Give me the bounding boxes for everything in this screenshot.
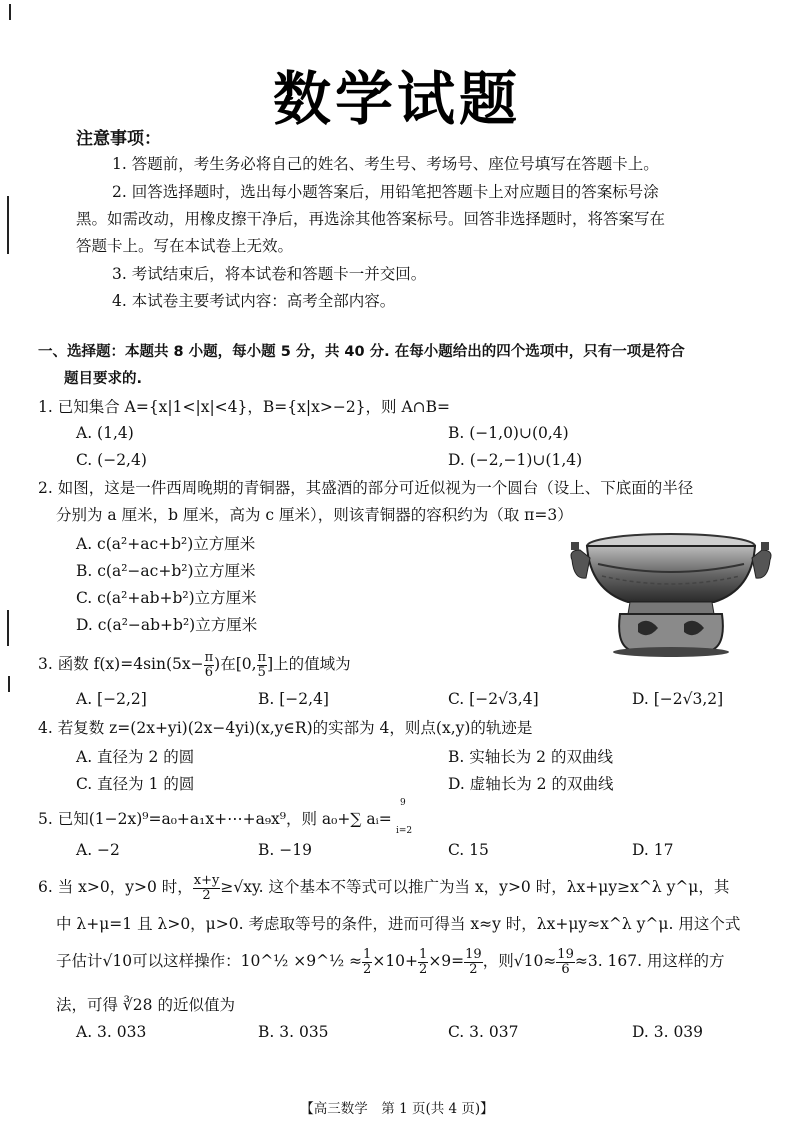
question-4-option-a: A. 直径为 2 的圆: [76, 748, 195, 766]
question-2-stem-2: 分别为 a 厘米，b 厘米，高为 c 厘米），则该青铜器的容积约为（取 π=3）: [56, 506, 573, 524]
fraction-numerator: π: [257, 649, 267, 665]
fraction-numerator: x+y: [193, 872, 220, 888]
section-heading-2: 题目要求的.: [64, 371, 143, 387]
question-6-line-3-d: ，则√10≈: [482, 952, 557, 970]
question-1-option-b: B. (−1,0)∪(0,4): [448, 424, 569, 442]
question-6-option-a: A. 3. 033: [76, 1023, 147, 1041]
question-3-option-c: C. [−2√3,4]: [448, 690, 539, 708]
notice-line-5: 3. 考试结束后，将本试卷和答题卡一并交回。: [112, 265, 427, 283]
sum-upper-limit: 9: [400, 798, 406, 808]
question-3-option-b: B. [−2,4]: [258, 690, 329, 708]
scan-mark-top: [9, 4, 11, 20]
question-6-line-4: 法，可得 ∛28 的近似值为: [56, 996, 235, 1014]
scan-mark-left-2: [7, 610, 9, 646]
section-heading: 一、选择题：本题共 8 小题，每小题 5 分，共 40 分. 在每小题给出的四个选项中，只有一项是符合: [38, 344, 685, 360]
question-3-stem-b: )在[0,: [214, 655, 257, 673]
question-3-option-a: A. [−2,2]: [76, 690, 147, 708]
scan-mark-left-3: [8, 676, 10, 692]
notice-line-4: 答题卡上。写在本试卷上无效。: [76, 237, 294, 255]
fraction-denominator: 6: [561, 961, 570, 977]
fraction-numerator: 19: [465, 946, 482, 962]
question-1-option-d: D. (−2,−1)∪(1,4): [448, 451, 583, 469]
question-6-line-3-b: ×10+: [372, 952, 419, 970]
bronze-vessel-image: [568, 528, 774, 658]
fraction-denominator: 2: [202, 887, 211, 903]
question-6-option-d: D. 3. 039: [632, 1023, 704, 1041]
question-6-option-c: C. 3. 037: [448, 1023, 519, 1041]
notice-heading: 注意事项：: [76, 129, 161, 149]
question-2-option-b: B. c(a²−ac+b²)立方厘米: [76, 562, 256, 580]
fraction-denominator: 5: [257, 664, 266, 680]
fraction-denominator: 2: [469, 961, 478, 977]
sum-lower-limit: i=2: [396, 826, 413, 836]
fraction-one-half-b: [418, 948, 428, 977]
question-5-option-c: C. 15: [448, 841, 489, 859]
question-2-option-a: A. c(a²+ac+b²)立方厘米: [76, 535, 256, 553]
question-5-option-a: A. −2: [76, 841, 120, 859]
question-6-line-2: 中 λ+μ=1 且 λ>0，μ>0. 考虑取等号的条件，进而可得当 x≈y 时，λx+μy≈x^λ y^μ. 用这个式: [56, 915, 741, 933]
fraction-denominator: 6: [204, 664, 214, 680]
question-6-line-3: [56, 946, 725, 977]
fraction-numerator: 1: [363, 946, 372, 962]
fraction-numerator: 19: [557, 946, 574, 962]
question-4-option-b: B. 实轴长为 2 的双曲线: [448, 748, 613, 766]
question-4-stem: 4. 若复数 z=(2x+yi)(2x−4yi)(x,y∈R)的实部为 4，则点(x,y)的轨迹是: [38, 719, 533, 737]
notice-line-6: 4. 本试卷主要考试内容：高考全部内容。: [112, 292, 396, 310]
question-1-option-c: C. (−2,4): [76, 451, 147, 469]
question-1-option-a: A. (1,4): [76, 424, 134, 442]
fraction-x-plus-y-over-2: [193, 874, 221, 903]
fraction-pi-over-5: [257, 651, 268, 680]
question-6-option-b: B. 3. 035: [258, 1023, 329, 1041]
fraction-one-half-a: [362, 948, 372, 977]
question-4-option-c: C. 直径为 1 的圆: [76, 775, 195, 793]
fraction-numerator: π: [204, 649, 214, 665]
question-3-stem-c: ]上的值域为: [267, 655, 351, 673]
question-2-option-c: C. c(a²+ab+b²)立方厘米: [76, 589, 257, 607]
question-6-line-3-e: ≈3. 167. 用这样的方: [574, 952, 725, 970]
question-5-option-d: D. 17: [632, 841, 674, 859]
fraction-nineteen-sixths: [556, 948, 575, 977]
question-3-stem-a: 3. 函数 f(x)=4sin(5x−: [38, 655, 204, 673]
question-6-line-1-b: ≥√xy. 这个基本不等式可以推广为当 x，y>0 时，λx+μy≥x^λ y^μ，其: [220, 878, 730, 896]
fraction-denominator: 2: [419, 961, 428, 977]
question-6-line-3-a: 子估计√10可以这样操作：10^½ ×9^½ ≈: [56, 952, 363, 970]
question-6-line-3-c: ×9=: [428, 952, 465, 970]
notice-line-3: 黑。如需改动，用橡皮擦干净后，再选涂其他答案标号。回答非选择题时，将答案写在: [76, 210, 666, 228]
scan-mark-left: [7, 196, 9, 254]
fraction-nineteen-halves: [464, 948, 483, 977]
question-3-option-d: D. [−2√3,2]: [632, 690, 724, 708]
notice-line-2: 2. 回答选择题时，选出每小题答案后，用铅笔把答题卡上对应题目的答案标号涂: [112, 183, 659, 201]
question-6-line-1: [38, 872, 729, 903]
question-5-option-b: B. −19: [258, 841, 312, 859]
question-2-stem-1: 2. 如图，这是一件西周晚期的青铜器，其盛酒的部分可近似视为一个圆台（设上、下底面的半径: [38, 479, 694, 497]
question-5-stem: 5. 已知(1−2x)⁹=a₀+a₁x+⋯+a₉x⁹，则 a₀+∑ aᵢ=: [38, 810, 392, 828]
page-footer: 【高三数学 第 1 页(共 4 页)】: [300, 1101, 494, 1117]
question-4-option-d: D. 虚轴长为 2 的双曲线: [448, 775, 614, 793]
question-2-option-d: D. c(a²−ab+b²)立方厘米: [76, 616, 258, 634]
page-title: 数学试题: [272, 65, 521, 133]
fraction-denominator: 2: [363, 961, 372, 977]
fraction-numerator: 1: [419, 946, 428, 962]
fraction-pi-over-6: [204, 651, 215, 680]
question-1-stem: 1. 已知集合 A={x|1<|x|<4}，B={x|x>−2}，则 A∩B=: [38, 398, 451, 416]
notice-line-1: 1. 答题前，考生务必将自己的姓名、考生号、考场号、座位号填写在答题卡上。: [112, 155, 659, 173]
question-6-line-1-a: 6. 当 x>0，y>0 时，: [38, 878, 193, 896]
question-3-stem: [38, 649, 351, 680]
